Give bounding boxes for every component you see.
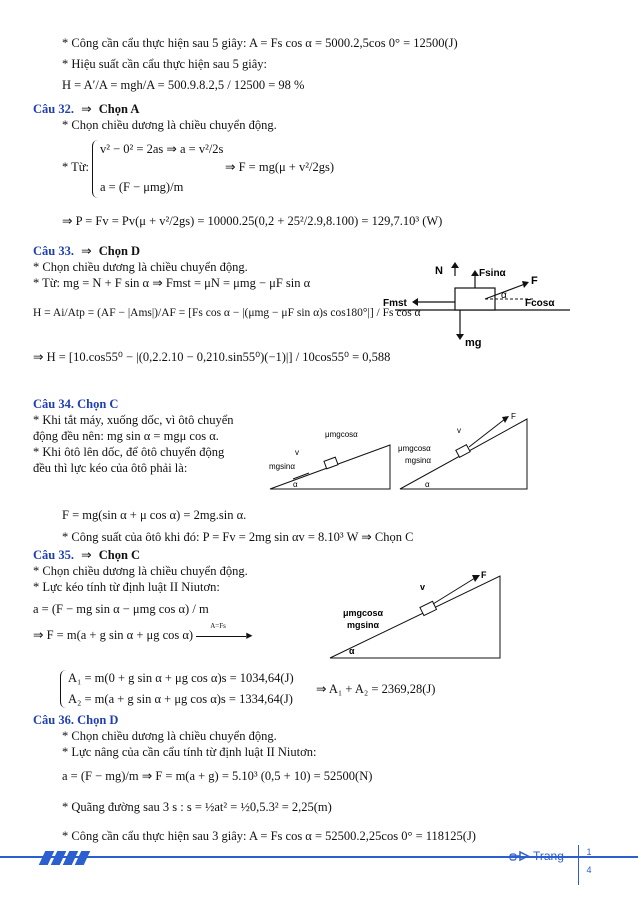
- line-forces-33: * Từ: mg = N + F sin α ⇒ Fmst = μN = μmg − μF sin α: [33, 276, 311, 290]
- fig35-label-v: v: [420, 582, 426, 592]
- arrow-icon: ⇒: [81, 244, 92, 258]
- question-34-label: Câu 34. Chọn C: [33, 397, 119, 411]
- question-35-heading: [33, 548, 140, 563]
- line-system-a: v² − 0² = 2as ⇒ a = v²/2s: [100, 142, 224, 156]
- question-33-label: Câu 33.: [33, 244, 74, 258]
- line-power-32: ⇒ P = Fv = Pv(μ + v²/2gs) = 10000.25(0,2 + 25²/2.9,8.100) = 129,7.10³ (W): [62, 214, 443, 228]
- fig34-left-label-mgsin: mgsinα: [269, 462, 295, 471]
- fig33-label-mg: mg: [465, 337, 482, 349]
- fig35-label-mgsin: mgsinα: [347, 620, 380, 630]
- fig34-right-label-v: v: [457, 426, 461, 435]
- line-system-result: ⇒ F = mg(μ + v²/2gs): [225, 160, 334, 174]
- line-36-distance: * Quãng đường sau 3 s : s = ½at² = ½0,5.3² = 2,25(m): [62, 800, 332, 814]
- fig33-label-alpha: α: [501, 290, 507, 301]
- fig35-label-f: F: [481, 570, 487, 580]
- question-34-heading: [33, 397, 118, 412]
- question-35-answer: Chọn C: [98, 548, 141, 562]
- system-brace: [92, 140, 99, 198]
- question-36-label: Câu 36. Chọn D: [33, 713, 119, 727]
- arrow-over-label: A=Fs: [210, 622, 226, 630]
- line-36-b: * Lực nâng của cần cẩu tính từ định luật II Niutơn:: [62, 745, 317, 759]
- line-direction-32: * Chọn chiều dương là chiều chuyển động.: [62, 118, 277, 132]
- hand-pointer-icon: [508, 847, 530, 865]
- fig34-right-label-mucos: μmgcosα: [398, 444, 431, 453]
- line-from-label: * Từ:: [62, 160, 90, 174]
- page-number-top: 1: [586, 847, 592, 857]
- question-35-label: Câu 35.: [33, 548, 74, 562]
- line-35-work2: A₂ = m(a + g sin α + μg cos α)s = 1334,64(J): [68, 692, 293, 706]
- line-35-a: * Chọn chiều dương là chiều chuyển động.: [33, 564, 248, 578]
- question-32-answer: Chọn A: [98, 102, 140, 116]
- question-33-heading: [33, 244, 140, 259]
- fig33-label-n: N: [435, 265, 443, 277]
- line-34-a: * Khi tắt máy, xuống dốc, vì ôtô chuyển: [33, 413, 234, 427]
- question-32-heading: [33, 102, 139, 117]
- fig34-right-label-mgsin: mgsinα: [405, 456, 431, 465]
- work-brace: [60, 670, 67, 708]
- line-efficiency-title: * Hiệu suất cần cẩu thực hiện sau 5 giây:: [62, 57, 267, 71]
- fig34-right-label-f: F: [511, 412, 516, 421]
- line-34-power: * Công suất của ôtô khi đó: P = Fv = 2mg sin αv = 8.10³ W ⇒ Chọn C: [62, 530, 414, 544]
- slope-diagram-35: [325, 568, 505, 663]
- line-work-5s: * Công cần cẩu thực hiện sau 5 giây: A = Fs cos α = 5000.2,5cos 0° = 12500(J): [62, 36, 458, 50]
- arrow-icon: ⇒: [81, 102, 92, 116]
- line-efficiency-result-33: ⇒ H = [10.cos55⁰ − |(0,2.2.10 − 0,210.sin55⁰)(−1)|] / 10cos55⁰ = 0,588: [33, 350, 391, 364]
- fig34-left-label-mucos: μmgcosα: [325, 430, 358, 439]
- fig33-label-f: F: [531, 275, 538, 287]
- line-efficiency-formula: H = A′/A = mgh/A = 500.9.8.2,5 / 12500 = 98 %: [62, 78, 305, 92]
- fig34-left-label-v: v: [295, 448, 299, 457]
- line-efficiency-33: H = Ai/Atp = (AF − |Ams|)/AF = [Fs cos α − |(μmg − μF sin α)s cos180°|] / Fs cos α: [33, 307, 421, 319]
- line-36-work: * Công cần cẩu thực hiện sau 3 giây: A = Fs cos α = 52500.2,25cos 0° = 118125(J): [62, 829, 476, 843]
- line-34-b: động đều nên: mg sin α = mgμ cos α.: [33, 429, 219, 443]
- line-35-force: [33, 622, 253, 643]
- line-direction-33: * Chọn chiều dương là chiều chuyển động.: [33, 260, 248, 274]
- fig33-label-fsin: Fsinα: [479, 268, 506, 279]
- line-34-c: * Khi ôtô lên dốc, để ôtô chuyển động: [33, 445, 225, 459]
- line-35-work1: A₁ = m(0 + g sin α + μg cos α)s = 1034,64(J): [68, 671, 294, 685]
- footer-page-number: [578, 845, 599, 885]
- line-36-a: * Chọn chiều dương là chiều chuyển động.: [62, 729, 277, 743]
- force-diagram-33: [375, 262, 575, 352]
- fig34-right-label-alpha: α: [425, 480, 430, 489]
- fig33-label-fcos: Fcosα: [525, 298, 555, 309]
- line-34-force: F = mg(sin α + μ cos α) = 2mg.sin α.: [62, 508, 247, 522]
- line-system-b: a = (F − μmg)/m: [100, 180, 184, 194]
- line-35-force-text: ⇒ F = m(a + g sin α + μg cos α): [33, 628, 194, 642]
- fig35-label-alpha: α: [349, 646, 355, 656]
- fig35-label-mucos: μmgcosα: [343, 608, 384, 618]
- slope-diagram-34: [265, 407, 530, 497]
- question-33-answer: Chọn D: [98, 244, 141, 258]
- line-35-b: * Lực kéo tính từ định luật II Niutơn:: [33, 580, 220, 594]
- fig33-label-fmst: Fmst: [383, 298, 407, 309]
- implies-arrow-icon: A=Fs ▸: [196, 628, 252, 643]
- footer-page-label: Trang: [533, 849, 564, 863]
- page-number-bottom: 4: [586, 865, 592, 875]
- question-36-heading: [33, 713, 118, 728]
- line-36-force: a = (F − mg)/m ⇒ F = m(a + g) = 5.10³ (0,5 + 10) = 52500(N): [62, 769, 373, 783]
- line-34-d: đều thì lực kéo của ôtô phải là:: [33, 461, 188, 475]
- fig34-left-label-alpha: α: [293, 480, 298, 489]
- line-35-total: ⇒ A₁ + A₂ = 2369,28(J): [316, 682, 436, 696]
- question-32-label: Câu 32.: [33, 102, 74, 116]
- line-35-accel: a = (F − mg sin α − μmg cos α) / m: [33, 602, 209, 616]
- arrow-icon: ⇒: [81, 548, 92, 562]
